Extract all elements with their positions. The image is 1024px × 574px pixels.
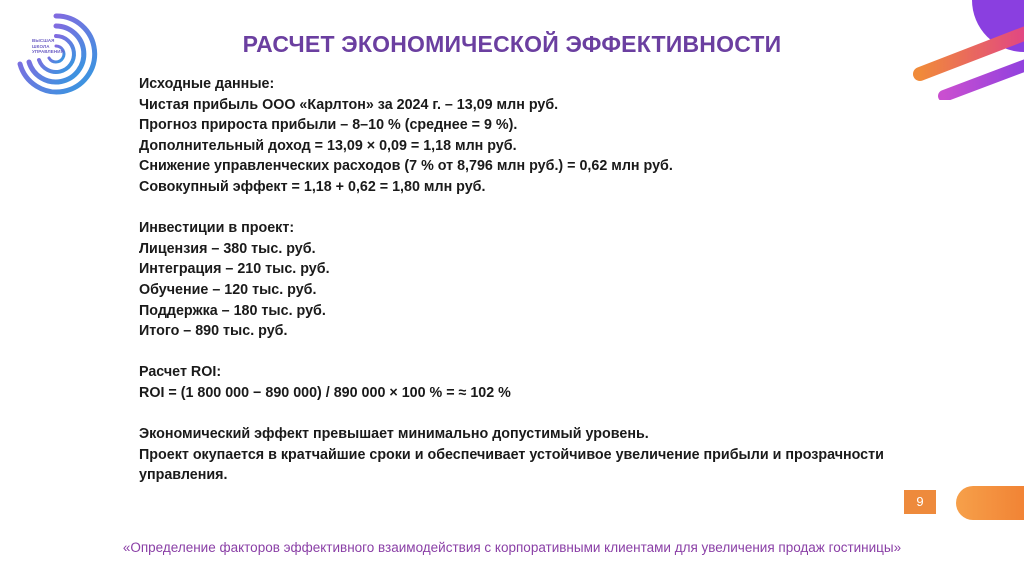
investment-line: Поддержка – 180 тыс. руб. [139, 302, 326, 319]
investment-total: Итого – 890 тыс. руб. [139, 323, 288, 340]
investments-heading: Инвестиции в проект: [139, 220, 295, 237]
conclusion-block [139, 424, 939, 486]
investments-block [139, 218, 939, 342]
source-data-line: Совокупный эффект = 1,18 + 0,62 = 1,80 млн руб. [139, 178, 486, 195]
roi-heading: Расчет ROI: [139, 364, 222, 381]
source-data-line: Чистая прибыль ООО «Карлтон» за 2024 г. – 13,09 млн руб. [139, 96, 559, 113]
roi-formula: ROI = (1 800 000 − 890 000) / 890 000 × 100 % = ≈ 102 % [139, 384, 511, 401]
source-data-line: Дополнительный доход = 13,09 × 0,09 = 1,18 млн руб. [139, 137, 517, 154]
source-data-line: Снижение управленческих расходов (7 % от 8,796 млн руб.) = 0,62 млн руб. [139, 158, 673, 175]
investment-line: Лицензия – 380 тыс. руб. [139, 240, 316, 257]
source-data-line: Прогноз прироста прибыли – 8–10 % (среднее = 9 %). [139, 117, 518, 134]
footer-caption: «Определение факторов эффективного взаимодействия с корпоративными клиентами для увеличения продаж гостиницы» [122, 540, 902, 555]
logo-text: ВЫСШАЯ ШКОЛА УПРАВЛЕНИЯ [32, 38, 64, 54]
conclusion-line: Экономический эффект превышает минимально допустимый уровень. [139, 426, 649, 443]
investment-line: Обучение – 120 тыс. руб. [139, 281, 317, 298]
decorative-pill [956, 486, 1024, 520]
roi-block [139, 362, 939, 403]
investment-line: Интеграция – 210 тыс. руб. [139, 261, 330, 278]
source-data-block [139, 74, 939, 198]
conclusion-line: Проект окупается в кратчайшие сроки и обеспечивает устойчивое увеличение прибыли и прозрачности управления. [139, 446, 884, 484]
page-title: РАСЧЕТ ЭКОНОМИЧЕСКОЙ ЭФФЕКТИВНОСТИ [242, 31, 782, 57]
page-number: 9 [904, 490, 936, 514]
main-content [139, 74, 939, 506]
source-data-heading: Исходные данные: [139, 76, 275, 92]
